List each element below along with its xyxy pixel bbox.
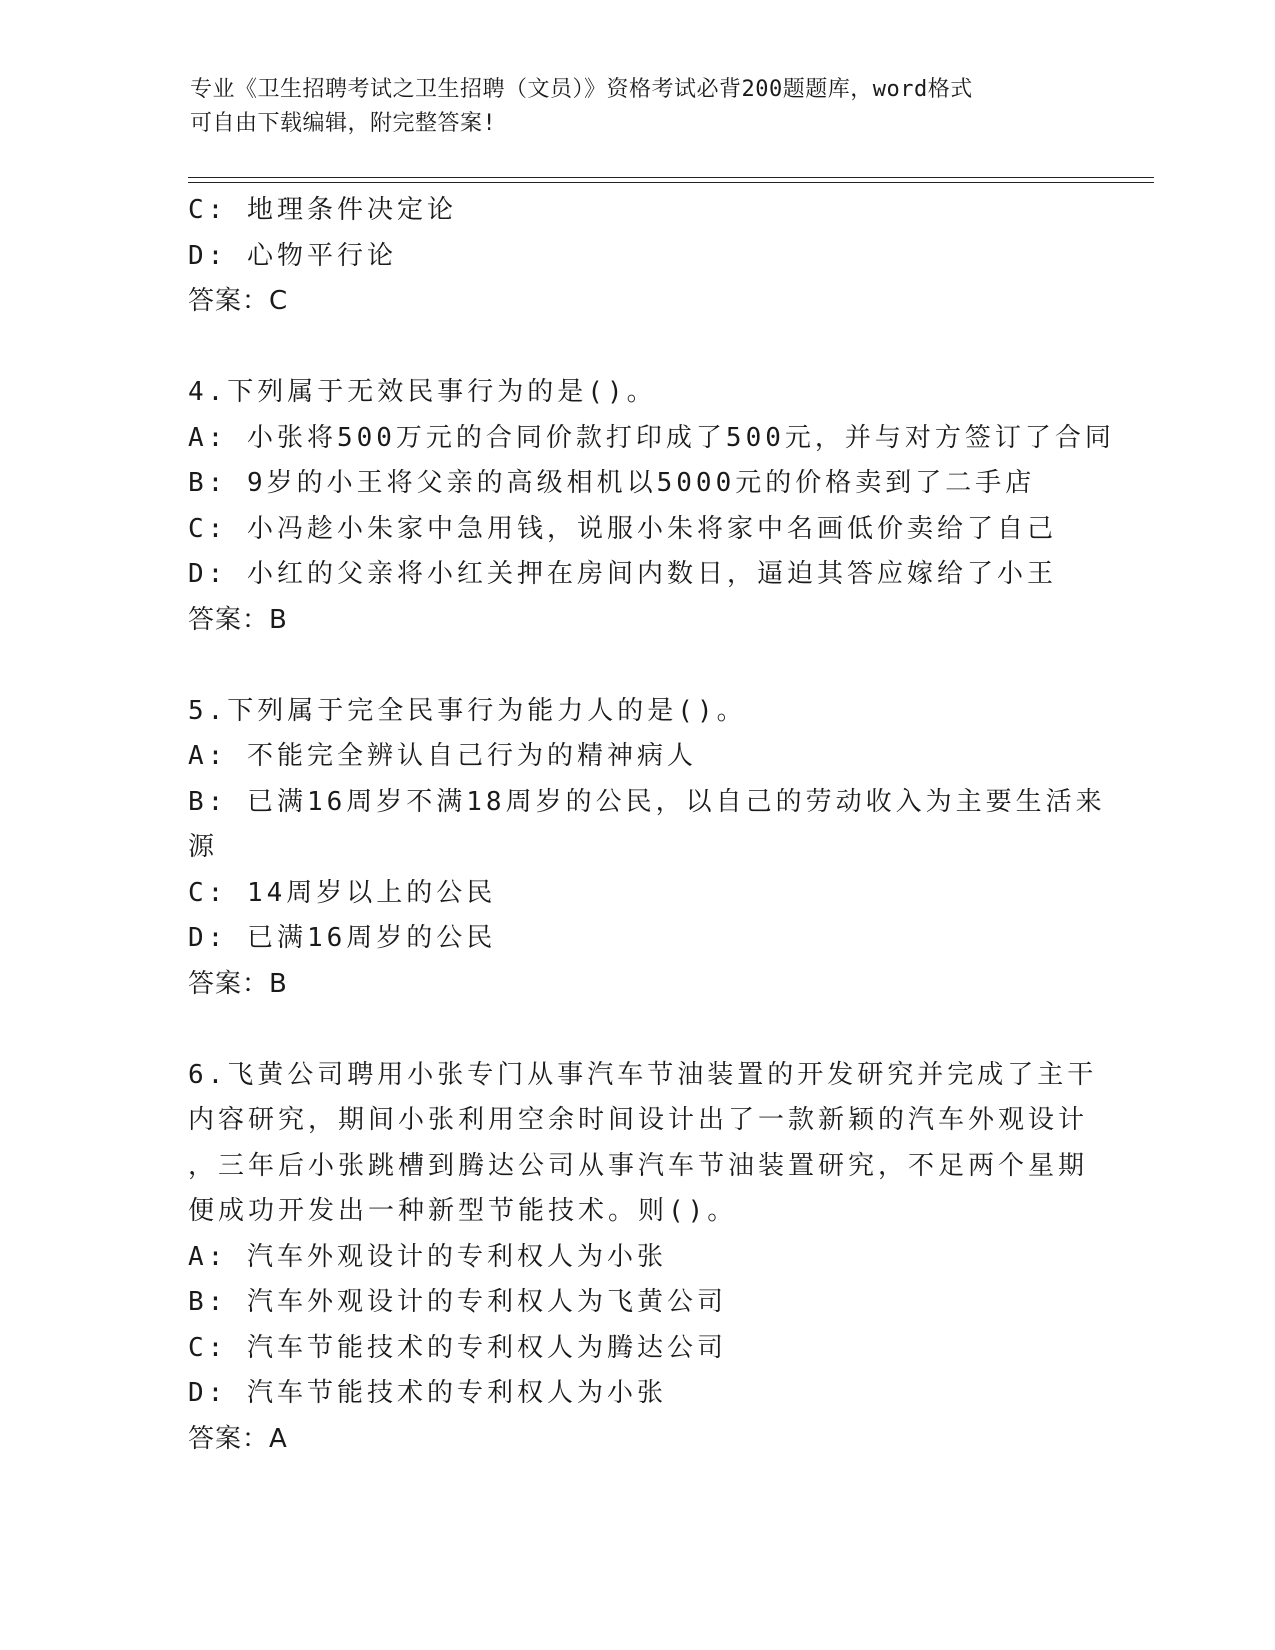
answer: 答案：B: [188, 968, 288, 999]
option-c: C: 14周岁以上的公民: [188, 877, 497, 908]
question-5: [188, 689, 1106, 1008]
answer: 答案：A: [188, 1423, 288, 1454]
option-b: B: 9岁的小王将父亲的高级相机以5000元的价格卖到了二手店: [188, 468, 1036, 498]
option-b: B: 已满16周岁不满18周岁的公民，以自己的劳动收入为主要生活来: [188, 786, 1106, 817]
spacer: [188, 325, 1088, 371]
header-line-2: 可自由下载编辑，附完整答案!: [190, 111, 497, 136]
question-stem-continuation: 内容研究，期间小张利用空余时间设计出了一款新颖的汽车外观设计: [188, 1105, 1089, 1135]
option-c: C: 小冯趁小朱家中急用钱，说服小朱将家中名画低价卖给了自己: [188, 513, 1057, 544]
option-b-continuation: 源: [188, 832, 219, 862]
question-4: [188, 370, 1115, 643]
question-6: [188, 1053, 1098, 1463]
header-line-1: 专业《卫生招聘考试之卫生招聘（文员）》资格考试必背200题题库，word格式: [190, 77, 973, 102]
option-d: D: 心物平行论: [188, 240, 397, 271]
question-list: [188, 188, 1115, 1462]
question-3: [188, 188, 1088, 325]
question-stem: 5.下列属于完全民事行为能力人的是()。: [188, 695, 747, 726]
spacer: [188, 1007, 1088, 1053]
answer: 答案：B: [188, 604, 288, 635]
option-a: A: 汽车外观设计的专利权人为小张: [188, 1241, 667, 1272]
option-c: C: 汽车节能技术的专利权人为腾达公司: [188, 1332, 727, 1363]
question-stem-continuation: 便成功开发出一种新型节能技术。则()。: [188, 1196, 738, 1226]
option-b: B: 汽车外观设计的专利权人为飞黄公司: [188, 1287, 727, 1317]
option-c: C: 地理条件决定论: [188, 195, 457, 225]
header-divider-top: [188, 177, 1154, 178]
answer: 答案：C: [188, 286, 289, 316]
question-stem: 6.飞黄公司聘用小张专门从事汽车节油装置的开发研究并完成了主干: [188, 1059, 1098, 1090]
header-divider-bottom: [188, 182, 1154, 183]
spacer: [188, 643, 1088, 689]
option-d: D: 汽车节能技术的专利权人为小张: [188, 1378, 667, 1408]
question-stem: 4.下列属于无效民事行为的是()。: [188, 377, 657, 407]
document-header: [190, 73, 1080, 141]
option-d: D: 已满16周岁的公民: [188, 923, 497, 953]
option-a: A: 不能完全辨认自己行为的精神病人: [188, 741, 697, 771]
option-a: A: 小张将500万元的合同价款打印成了500元，并与对方签订了合同: [188, 422, 1115, 453]
question-stem-continuation: ，三年后小张跳槽到腾达公司从事汽车节油装置研究，不足两个星期: [188, 1150, 1089, 1181]
option-d: D: 小红的父亲将小红关押在房间内数日，逼迫其答应嫁给了小王: [188, 559, 1057, 589]
